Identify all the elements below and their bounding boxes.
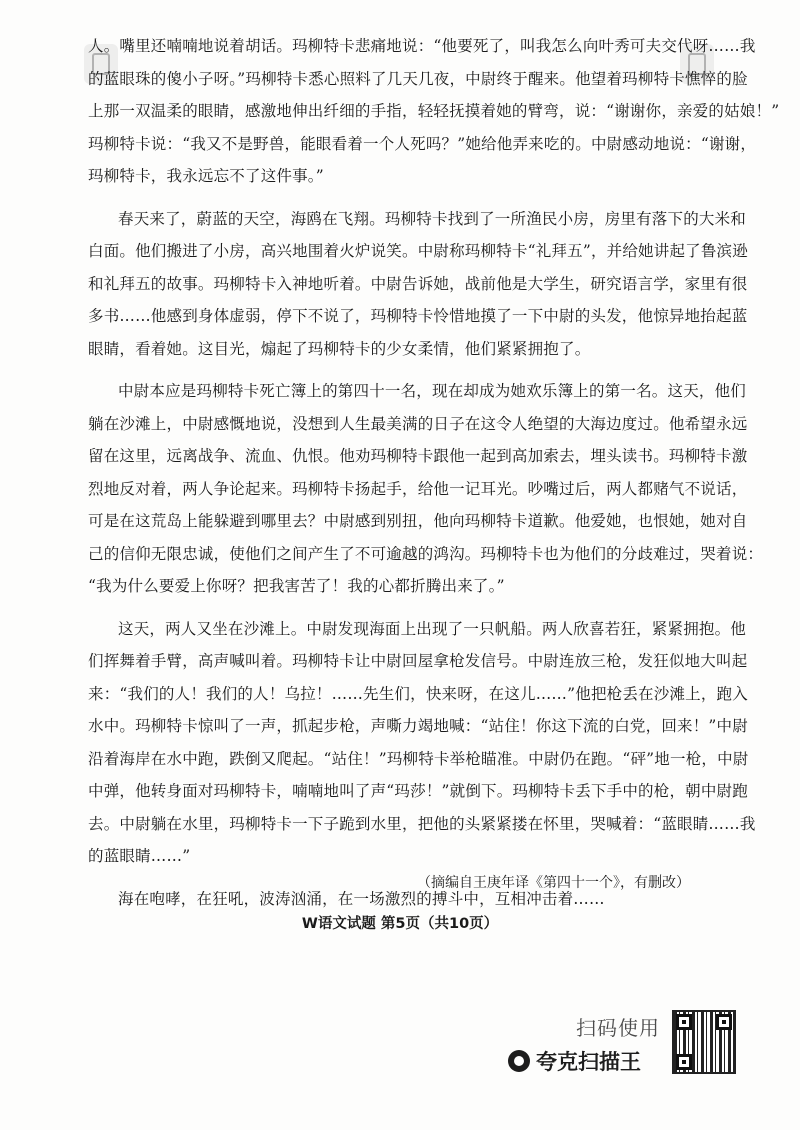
paragraph-start-line: 中尉本应是玛柳特卡死亡簿上的第四十一名，现在却成为她欢乐簿上的第一名。这天，他们 <box>118 382 747 400</box>
text-line: 玛柳特卡，我永远忘不了这件事。” <box>88 167 324 185</box>
scanner-brand-name: 夸克扫描王 <box>536 1050 641 1074</box>
text-line: 多书……他感到身体虚弱，停下不说了，玛柳特卡怜惜地摸了一下中尉的头发，他惊异地抬起蓝 <box>88 307 748 325</box>
qr-finder-pattern <box>676 1014 692 1030</box>
text-line: 人。嘴里还喃喃地说着胡话。玛柳特卡悲痛地说：“他要死了，叫我怎么向叶秀可夫交代呀……我 <box>88 37 756 55</box>
scan-hint-text: 扫码使用 <box>576 1016 660 1040</box>
text-line: 可是在这荒岛上能躲避到哪里去？中尉感到别扭，他向玛柳特卡道歉。他爱她，也恨她，她对自 <box>88 512 748 530</box>
text-line: 中弹，他转身面对玛柳特卡，喃喃地叫了声“玛莎！”就倒下。玛柳特卡丢下手中的枪，朝中尉跑 <box>88 782 748 800</box>
quark-logo-icon <box>508 1050 530 1072</box>
text-line: 眼睛，看着她。这目光，煽起了玛柳特卡的少女柔情，他们紧紧拥抱了。 <box>88 339 591 358</box>
text-line: 玛柳特卡说：“我又不是野兽，能眼看着一个人死吗？”她给他弄来吃的。中尉感动地说：“谢谢， <box>88 134 757 153</box>
text-line: 沿着海岸在水中跑，跌倒又爬起。“站住！”玛柳特卡举枪瞄准。中尉仍在跑。“砰”地一枪，中尉 <box>88 749 749 768</box>
text-line: 的蓝眼珠的傻小子呀。”玛柳特卡悉心照料了几天几夜，中尉终于醒来。他望着玛柳特卡憔悴的脸 <box>88 69 748 88</box>
qr-finder-pattern <box>716 1014 732 1030</box>
text-line: 留在这里，远离战争、流血、仇恨。他劝玛柳特卡跟他一起到高加索去，埋头读书。玛柳特卡激 <box>88 447 748 465</box>
text-line: 上那一双温柔的眼睛，感激地伸出纤细的手指，轻轻抚摸着她的臂弯，说：“谢谢你，亲爱的姑娘！” <box>88 102 780 120</box>
text-line: 己的信仰无限忠诚，使他们之间产生了不可逾越的鸿沟。玛柳特卡也为他们的分歧难过，哭着说： <box>88 544 764 563</box>
text-line: 和礼拜五的故事。玛柳特卡入神地听着。中尉告诉她，战前他是大学生，研究语言学，家里有很 <box>88 274 748 293</box>
text-line: 烈地反对着，两人争论起来。玛柳特卡扬起手，给他一记耳光。吵嘴过后，两人都赌气不说话， <box>88 479 748 498</box>
qr-code-icon[interactable] <box>672 1010 736 1074</box>
scanner-brand <box>508 1046 641 1076</box>
source-note: （摘编自王庚年译《第四十一个》，有删改） <box>417 875 690 891</box>
paragraph-start-line: 这天，两人又坐在沙滩上。中尉发现海面上出现了一只帆船。两人欣喜若狂，紧紧拥抱。他 <box>118 619 747 638</box>
text-line: 来：“我们的人！我们的人！乌拉！……先生们，快来呀，在这儿……”他把枪丢在沙滩上，跑入 <box>88 684 748 703</box>
text-line: 躺在沙滩上，中尉感慨地说，没想到人生最美满的日子在这令人绝望的大海边度过。他希望永远 <box>88 414 748 433</box>
article-body <box>88 30 780 915</box>
paragraph-start-line: 春天来了，蔚蓝的天空，海鸥在飞翔。玛柳特卡找到了一所渔民小房，房里有落下的大米和 <box>118 209 747 228</box>
text-line: 去。中尉躺在水里，玛柳特卡一下子跪到水里，把他的头紧紧搂在怀里，哭喊着：“蓝眼睛……我 <box>88 814 756 833</box>
scanner-watermark[interactable] <box>508 1010 738 1080</box>
text-line: “我为什么要爱上你呀？把我害苦了！我的心都折腾出来了。” <box>88 577 505 595</box>
page-footer: W语文试题 第5页（共10页） <box>301 916 499 932</box>
text-line: 白面。他们搬进了小房，高兴地围着火炉说笑。中尉称玛柳特卡“礼拜五”，并给她讲起了鲁滨逊 <box>88 242 748 260</box>
text-line: 水中。玛柳特卡惊叫了一声，抓起步枪，声嘶力竭地喊：“站住！你这下流的白党，回来！”中尉 <box>88 717 748 735</box>
text-line: 们挥舞着手臂，高声喊叫着。玛柳特卡让中尉回屋拿枪发信号。中尉连放三枪，发狂似地大叫起 <box>88 652 748 670</box>
qr-finder-pattern <box>676 1054 692 1070</box>
text-line: 的蓝眼睛……” <box>88 847 191 865</box>
paragraph-start-line: 海在咆哮，在狂吼，波涛汹涌，在一场激烈的搏斗中，互相冲击着…… <box>118 889 605 908</box>
